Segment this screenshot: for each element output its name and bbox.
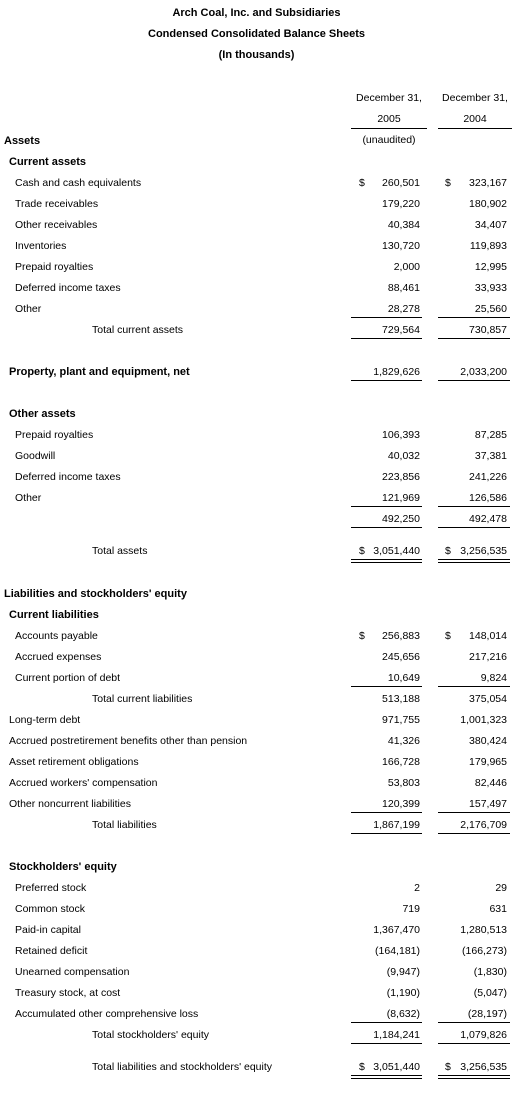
col1-value: 260,501	[382, 177, 420, 189]
col1-underline	[351, 317, 422, 318]
col1-value: 166,728	[382, 756, 420, 768]
col2-underline	[438, 380, 510, 381]
col1-currency-symbol: $	[359, 177, 365, 189]
statement-title: Condensed Consolidated Balance Sheets	[148, 28, 365, 40]
row-label: Long-term debt	[9, 714, 81, 726]
row-label: Prepaid royalties	[15, 429, 94, 441]
col2-underline	[438, 812, 510, 813]
col2-value: 380,424	[469, 735, 507, 747]
col1-value: 121,969	[382, 492, 420, 504]
row-label: Total current assets	[92, 324, 184, 336]
row-label: Paid-in capital	[15, 924, 81, 936]
col1-header-year: 2005	[377, 113, 401, 125]
col1-value: 256,883	[382, 630, 420, 642]
row-label: Property, plant and equipment, net	[9, 366, 190, 378]
row-label: Treasury stock, at cost	[15, 987, 121, 999]
col1-value: 3,051,440	[373, 1061, 420, 1073]
row-label: Unearned compensation	[15, 966, 130, 978]
col2-header-line1: December 31,	[442, 92, 508, 104]
col2-value: 148,014	[469, 630, 507, 642]
col2-value: 126,586	[469, 492, 507, 504]
row-label: Total current liabilities	[92, 693, 193, 705]
col2-value: 29	[495, 882, 507, 894]
col2-underline	[438, 1075, 510, 1079]
units-note: (In thousands)	[218, 49, 295, 61]
col2-underline	[438, 527, 510, 528]
col2-underline	[438, 559, 510, 563]
col1-value: 492,250	[382, 513, 420, 525]
col1-value: 719	[402, 903, 420, 915]
col1-value: 120,399	[382, 798, 420, 810]
col1-underline	[351, 686, 422, 687]
row-label: Current portion of debt	[15, 672, 121, 684]
col2-value: 323,167	[469, 177, 507, 189]
row-label: Asset retirement obligations	[9, 756, 139, 768]
col1-currency-symbol: $	[359, 1061, 365, 1073]
col1-value: (164,181)	[375, 945, 420, 957]
row-label: Accumulated other comprehensive loss	[15, 1008, 199, 1020]
col1-value: 28,278	[387, 303, 420, 315]
col1-underline	[351, 833, 422, 834]
row-label: Accrued expenses	[15, 651, 102, 663]
col1-header-note: (unaudited)	[362, 134, 416, 146]
row-label: Other	[15, 492, 42, 504]
row-label: Goodwill	[15, 450, 56, 462]
col2-value: 179,965	[469, 756, 507, 768]
col1-value: 1,829,626	[373, 366, 420, 378]
col2-value: 2,176,709	[460, 819, 507, 831]
row-label: Other assets	[9, 408, 76, 420]
col1-value: 41,326	[387, 735, 420, 747]
col1-value: 40,032	[387, 450, 420, 462]
col1-underline	[351, 1075, 422, 1079]
col2-value: 730,857	[469, 324, 507, 336]
row-label: Preferred stock	[15, 882, 87, 894]
col2-value: 3,256,535	[460, 1061, 507, 1073]
col2-value: (166,273)	[462, 945, 507, 957]
col1-value: (9,947)	[386, 966, 420, 978]
col2-currency-symbol: $	[445, 630, 451, 642]
col2-value: 1,280,513	[460, 924, 507, 936]
col2-value: (1,830)	[473, 966, 507, 978]
col1-value: 729,564	[382, 324, 420, 336]
col1-value: 1,184,241	[373, 1029, 420, 1041]
col2-value: 87,285	[474, 429, 507, 441]
row-label: Current liabilities	[9, 609, 99, 621]
col1-currency-symbol: $	[359, 545, 365, 557]
col2-value: 375,054	[469, 693, 507, 705]
col1-value: 2	[414, 882, 420, 894]
row-label: Other	[15, 303, 42, 315]
col1-value: 223,856	[382, 471, 420, 483]
col1-value: 88,461	[387, 282, 420, 294]
col1-value: 1,867,199	[373, 819, 420, 831]
col1-value: (8,632)	[386, 1008, 420, 1020]
col2-value: 37,381	[474, 450, 507, 462]
col2-underline	[438, 686, 510, 687]
col1-underline	[351, 1022, 422, 1023]
row-label: Total stockholders' equity	[92, 1029, 209, 1041]
col2-value: 1,079,826	[460, 1029, 507, 1041]
col2-currency-symbol: $	[445, 545, 451, 557]
row-label: Prepaid royalties	[15, 261, 94, 273]
col1-value: 106,393	[382, 429, 420, 441]
row-label: Retained deficit	[15, 945, 88, 957]
row-label: Assets	[4, 135, 41, 147]
col1-underline	[351, 506, 422, 507]
col2-value: 2,033,200	[460, 366, 507, 378]
col1-value: 130,720	[382, 240, 420, 252]
col2-value: 12,995	[474, 261, 507, 273]
col2-underline	[438, 1022, 510, 1023]
col2-value: 33,933	[474, 282, 507, 294]
col2-underline	[438, 1043, 510, 1044]
col2-value: 180,902	[469, 198, 507, 210]
col1-underline	[351, 380, 422, 381]
row-label: Common stock	[15, 903, 86, 915]
row-label: Other receivables	[15, 219, 98, 231]
row-label: Total liabilities and stockholders' equity	[92, 1061, 273, 1073]
col2-value: 1,001,323	[460, 714, 507, 726]
col2-value: 157,497	[469, 798, 507, 810]
col2-underline	[438, 338, 510, 339]
col1-value: 1,367,470	[373, 924, 420, 936]
col2-value: 25,560	[474, 303, 507, 315]
col1-value: 245,656	[382, 651, 420, 663]
col1-underline	[351, 559, 422, 563]
col1-value: 971,755	[382, 714, 420, 726]
row-label: Liabilities and stockholders' equity	[4, 588, 187, 600]
row-label: Deferred income taxes	[15, 282, 121, 294]
col2-value: 241,226	[469, 471, 507, 483]
row-label: Total liabilities	[92, 819, 157, 831]
col1-value: 40,384	[387, 219, 420, 231]
company-name: Arch Coal, Inc. and Subsidiaries	[172, 7, 341, 19]
col2-currency-symbol: $	[445, 177, 451, 189]
col1-underline	[351, 1043, 422, 1044]
row-label: Accrued workers' compensation	[9, 777, 158, 789]
row-label: Current assets	[9, 156, 87, 168]
row-label: Other noncurrent liabilities	[9, 798, 131, 810]
col1-value: 2,000	[393, 261, 420, 273]
col1-value: (1,190)	[386, 987, 420, 999]
col1-underline	[351, 527, 422, 528]
col2-header-year: 2004	[463, 113, 487, 125]
row-label: Accounts payable	[15, 630, 98, 642]
col1-header-line1: December 31,	[356, 92, 422, 104]
col2-value: 119,893	[469, 240, 507, 252]
col2-value: 492,478	[469, 513, 507, 525]
col2-underline	[438, 317, 510, 318]
row-label: Total assets	[92, 545, 148, 557]
col1-value: 513,188	[382, 693, 420, 705]
col1-value: 53,803	[387, 777, 420, 789]
col2-value: (5,047)	[473, 987, 507, 999]
col2-currency-symbol: $	[445, 1061, 451, 1073]
row-label: Trade receivables	[15, 198, 99, 210]
col1-value: 3,051,440	[373, 545, 420, 557]
col2-underline	[438, 506, 510, 507]
col1-underline	[351, 812, 422, 813]
col2-header-underline	[438, 128, 512, 129]
col1-header-underline	[351, 128, 427, 129]
col2-value: 82,446	[474, 777, 507, 789]
col1-underline	[351, 338, 422, 339]
col2-value: 9,824	[480, 672, 507, 684]
row-label: Deferred income taxes	[15, 471, 121, 483]
col2-underline	[438, 833, 510, 834]
col2-value: (28,197)	[467, 1008, 507, 1020]
row-label: Inventories	[15, 240, 67, 252]
col2-value: 631	[489, 903, 507, 915]
row-label: Cash and cash equivalents	[15, 177, 142, 189]
col1-currency-symbol: $	[359, 630, 365, 642]
row-label: Accrued postretirement benefits other than pension	[9, 735, 248, 747]
row-label: Stockholders' equity	[9, 861, 117, 873]
col2-value: 3,256,535	[460, 545, 507, 557]
col2-value: 217,216	[469, 651, 507, 663]
col1-value: 10,649	[387, 672, 420, 684]
col1-value: 179,220	[382, 198, 420, 210]
col2-value: 34,407	[474, 219, 507, 231]
